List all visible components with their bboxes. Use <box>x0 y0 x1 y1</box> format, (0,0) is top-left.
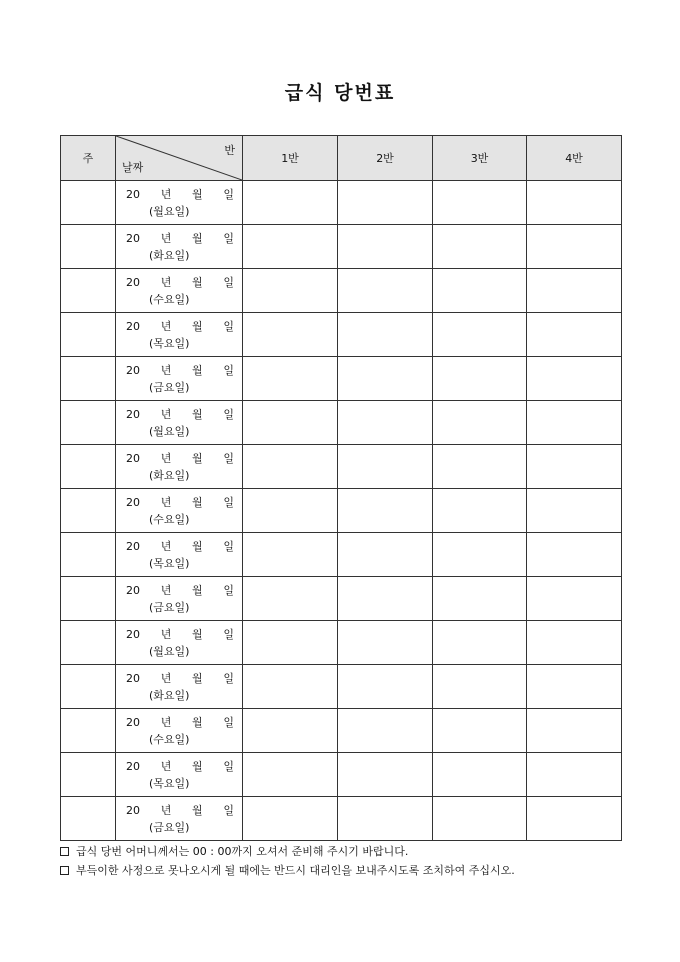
page-title: 급식 당번표 <box>284 82 396 104</box>
year-text: 20 <box>126 583 140 597</box>
week-cell[interactable] <box>61 665 116 709</box>
year-unit: 년 <box>160 187 172 201</box>
duty-cell-class-3[interactable] <box>433 269 527 313</box>
weekday-text: (목요일) <box>149 556 190 570</box>
year-unit: 년 <box>160 495 172 509</box>
table-row <box>61 533 622 577</box>
date-cell <box>116 401 243 445</box>
date-class-header <box>116 136 243 181</box>
month-unit: 월 <box>192 671 203 685</box>
table-row <box>61 665 622 709</box>
year-text: 20 <box>126 539 140 553</box>
duty-cell-class-4[interactable] <box>527 621 622 665</box>
week-cell[interactable] <box>61 401 116 445</box>
duty-cell-class-4[interactable] <box>527 709 622 753</box>
date-cell <box>116 665 243 709</box>
class-header-1: 1반 <box>243 136 338 181</box>
duty-cell-class-1[interactable] <box>243 225 338 269</box>
week-cell[interactable] <box>61 577 116 621</box>
duty-cell-class-4[interactable] <box>527 489 622 533</box>
day-unit: 일 <box>223 187 234 201</box>
duty-cell-class-4[interactable] <box>527 577 622 621</box>
duty-cell-class-4[interactable] <box>527 665 622 709</box>
duty-cell-class-4[interactable] <box>527 357 622 401</box>
date-cell <box>116 357 243 401</box>
table-row <box>61 357 622 401</box>
duty-cell-class-1[interactable] <box>243 753 338 797</box>
note-item <box>60 861 515 880</box>
duty-cell-class-2[interactable] <box>338 753 433 797</box>
duty-cell-class-1[interactable] <box>243 665 338 709</box>
duty-cell-class-4[interactable] <box>527 313 622 357</box>
week-cell[interactable] <box>61 533 116 577</box>
year-text: 20 <box>126 715 140 729</box>
year-unit: 년 <box>160 231 172 245</box>
weekday-text: (화요일) <box>149 248 190 262</box>
year-text: 20 <box>126 319 140 333</box>
weekday-text: (목요일) <box>149 336 190 350</box>
weekday-text: (수요일) <box>149 512 190 526</box>
year-text: 20 <box>126 363 140 377</box>
month-unit: 월 <box>192 275 203 289</box>
weekday-text: (수요일) <box>149 732 190 746</box>
year-unit: 년 <box>160 539 172 553</box>
week-cell[interactable] <box>61 313 116 357</box>
checkbox-icon <box>60 847 69 856</box>
duty-cell-class-1[interactable] <box>243 181 338 225</box>
table-row <box>61 225 622 269</box>
table-row <box>61 753 622 797</box>
day-unit: 일 <box>223 275 234 289</box>
duty-cell-class-1[interactable] <box>243 621 338 665</box>
month-unit: 월 <box>192 495 203 509</box>
duty-cell-class-4[interactable] <box>527 445 622 489</box>
table-row <box>61 709 622 753</box>
date-cell <box>116 445 243 489</box>
duty-cell-class-3[interactable] <box>433 313 527 357</box>
day-unit: 일 <box>223 495 234 509</box>
year-text: 20 <box>126 627 140 641</box>
day-unit: 일 <box>223 759 234 773</box>
year-text: 20 <box>126 671 140 685</box>
year-unit: 년 <box>160 715 172 729</box>
table-row <box>61 401 622 445</box>
table-row <box>61 621 622 665</box>
year-unit: 년 <box>160 803 172 817</box>
duty-cell-class-3[interactable] <box>433 401 527 445</box>
week-cell[interactable] <box>61 269 116 313</box>
week-cell[interactable] <box>61 621 116 665</box>
class-label: 반 <box>224 144 235 157</box>
week-cell[interactable] <box>61 445 116 489</box>
weekday-text: (금요일) <box>149 820 190 834</box>
duty-cell-class-2[interactable] <box>338 489 433 533</box>
class-header-2: 2반 <box>338 136 433 181</box>
day-unit: 일 <box>223 407 234 421</box>
weekday-text: (월요일) <box>149 424 190 438</box>
duty-cell-class-2[interactable] <box>338 577 433 621</box>
checkbox-icon <box>60 866 69 875</box>
duty-cell-class-1[interactable] <box>243 313 338 357</box>
week-cell[interactable] <box>61 709 116 753</box>
day-unit: 일 <box>223 231 234 245</box>
day-unit: 일 <box>223 671 234 685</box>
day-unit: 일 <box>223 583 234 597</box>
year-unit: 년 <box>160 275 172 289</box>
date-cell <box>116 181 243 225</box>
day-unit: 일 <box>223 803 234 817</box>
month-unit: 월 <box>192 363 203 377</box>
month-unit: 월 <box>192 231 203 245</box>
table-row <box>61 577 622 621</box>
duty-cell-class-3[interactable] <box>433 709 527 753</box>
week-cell[interactable] <box>61 797 116 841</box>
duty-cell-class-4[interactable] <box>527 533 622 577</box>
table-row <box>61 313 622 357</box>
date-cell <box>116 621 243 665</box>
duty-cell-class-3[interactable] <box>433 577 527 621</box>
duty-cell-class-1[interactable] <box>243 577 338 621</box>
duty-cell-class-2[interactable] <box>338 533 433 577</box>
duty-cell-class-2[interactable] <box>338 665 433 709</box>
month-unit: 월 <box>192 407 203 421</box>
year-text: 20 <box>126 407 140 421</box>
duty-cell-class-2[interactable] <box>338 445 433 489</box>
table-row <box>61 445 622 489</box>
duty-cell-class-3[interactable] <box>433 225 527 269</box>
year-text: 20 <box>126 231 140 245</box>
weekday-text: (월요일) <box>149 644 190 658</box>
table-row <box>61 269 622 313</box>
date-label: 날짜 <box>122 161 144 174</box>
date-cell <box>116 489 243 533</box>
weekday-text: (수요일) <box>149 292 190 306</box>
duty-cell-class-2[interactable] <box>338 709 433 753</box>
year-text: 20 <box>126 187 140 201</box>
duty-cell-class-1[interactable] <box>243 489 338 533</box>
duty-cell-class-3[interactable] <box>433 665 527 709</box>
day-unit: 일 <box>223 451 234 465</box>
date-cell <box>116 753 243 797</box>
day-unit: 일 <box>223 363 234 377</box>
duty-cell-class-1[interactable] <box>243 357 338 401</box>
header-row <box>61 136 622 181</box>
week-header: 주 <box>61 136 116 181</box>
duty-cell-class-1[interactable] <box>243 533 338 577</box>
date-cell <box>116 709 243 753</box>
duty-cell-class-4[interactable] <box>527 401 622 445</box>
week-cell[interactable] <box>61 753 116 797</box>
duty-cell-class-2[interactable] <box>338 313 433 357</box>
duty-cell-class-1[interactable] <box>243 445 338 489</box>
week-cell[interactable] <box>61 181 116 225</box>
date-cell <box>116 797 243 841</box>
duty-cell-class-4[interactable] <box>527 225 622 269</box>
date-cell <box>116 577 243 621</box>
month-unit: 월 <box>192 451 203 465</box>
month-unit: 월 <box>192 187 203 201</box>
weekday-text: (화요일) <box>149 468 190 482</box>
duty-cell-class-2[interactable] <box>338 621 433 665</box>
duty-cell-class-2[interactable] <box>338 357 433 401</box>
table-row <box>61 181 622 225</box>
table-row <box>61 489 622 533</box>
year-text: 20 <box>126 495 140 509</box>
weekday-text: (목요일) <box>149 776 190 790</box>
duty-cell-class-3[interactable] <box>433 445 527 489</box>
duty-cell-class-3[interactable] <box>433 181 527 225</box>
month-unit: 월 <box>192 583 203 597</box>
week-cell[interactable] <box>61 357 116 401</box>
weekday-text: (월요일) <box>149 204 190 218</box>
duty-cell-class-3[interactable] <box>433 753 527 797</box>
day-unit: 일 <box>223 539 234 553</box>
duty-cell-class-1[interactable] <box>243 401 338 445</box>
notes <box>60 842 515 880</box>
year-unit: 년 <box>160 363 172 377</box>
note-item <box>60 842 515 861</box>
year-unit: 년 <box>160 759 172 773</box>
duty-cell-class-3[interactable] <box>433 357 527 401</box>
year-text: 20 <box>126 451 140 465</box>
year-unit: 년 <box>160 451 172 465</box>
duty-cell-class-3[interactable] <box>433 489 527 533</box>
month-unit: 월 <box>192 319 203 333</box>
duty-cell-class-1[interactable] <box>243 797 338 841</box>
date-cell <box>116 269 243 313</box>
duty-cell-class-2[interactable] <box>338 797 433 841</box>
month-unit: 월 <box>192 715 203 729</box>
day-unit: 일 <box>223 715 234 729</box>
weekday-text: (금요일) <box>149 380 190 394</box>
year-unit: 년 <box>160 671 172 685</box>
year-text: 20 <box>126 275 140 289</box>
duty-table <box>60 135 622 841</box>
month-unit: 월 <box>192 539 203 553</box>
year-unit: 년 <box>160 583 172 597</box>
year-unit: 년 <box>160 627 172 641</box>
duty-cell-class-1[interactable] <box>243 709 338 753</box>
duty-cell-class-3[interactable] <box>433 621 527 665</box>
duty-cell-class-2[interactable] <box>338 269 433 313</box>
day-unit: 일 <box>223 627 234 641</box>
year-text: 20 <box>126 759 140 773</box>
duty-cell-class-2[interactable] <box>338 401 433 445</box>
month-unit: 월 <box>192 627 203 641</box>
duty-cell-class-4[interactable] <box>527 181 622 225</box>
note-text: 급식 당번 어머니께서는 00 : 00까지 오셔서 준비해 주시기 바랍니다. <box>76 845 409 858</box>
duty-cell-class-2[interactable] <box>338 181 433 225</box>
class-header-4: 4반 <box>527 136 622 181</box>
date-cell <box>116 533 243 577</box>
date-cell <box>116 313 243 357</box>
year-unit: 년 <box>160 319 172 333</box>
duty-cell-class-2[interactable] <box>338 225 433 269</box>
month-unit: 월 <box>192 759 203 773</box>
table-row <box>61 797 622 841</box>
year-unit: 년 <box>160 407 172 421</box>
day-unit: 일 <box>223 319 234 333</box>
duty-cell-class-4[interactable] <box>527 753 622 797</box>
week-cell[interactable] <box>61 489 116 533</box>
duty-cell-class-4[interactable] <box>527 797 622 841</box>
year-text: 20 <box>126 803 140 817</box>
date-cell <box>116 225 243 269</box>
duty-cell-class-3[interactable] <box>433 797 527 841</box>
month-unit: 월 <box>192 803 203 817</box>
duty-cell-class-1[interactable] <box>243 269 338 313</box>
duty-cell-class-4[interactable] <box>527 269 622 313</box>
note-text: 부득이한 사정으로 못나오시게 될 때에는 반드시 대리인을 보내주시도록 조치하여 주십시오. <box>76 864 515 877</box>
week-cell[interactable] <box>61 225 116 269</box>
weekday-text: (화요일) <box>149 688 190 702</box>
duty-cell-class-3[interactable] <box>433 533 527 577</box>
class-header-3: 3반 <box>433 136 527 181</box>
weekday-text: (금요일) <box>149 600 190 614</box>
